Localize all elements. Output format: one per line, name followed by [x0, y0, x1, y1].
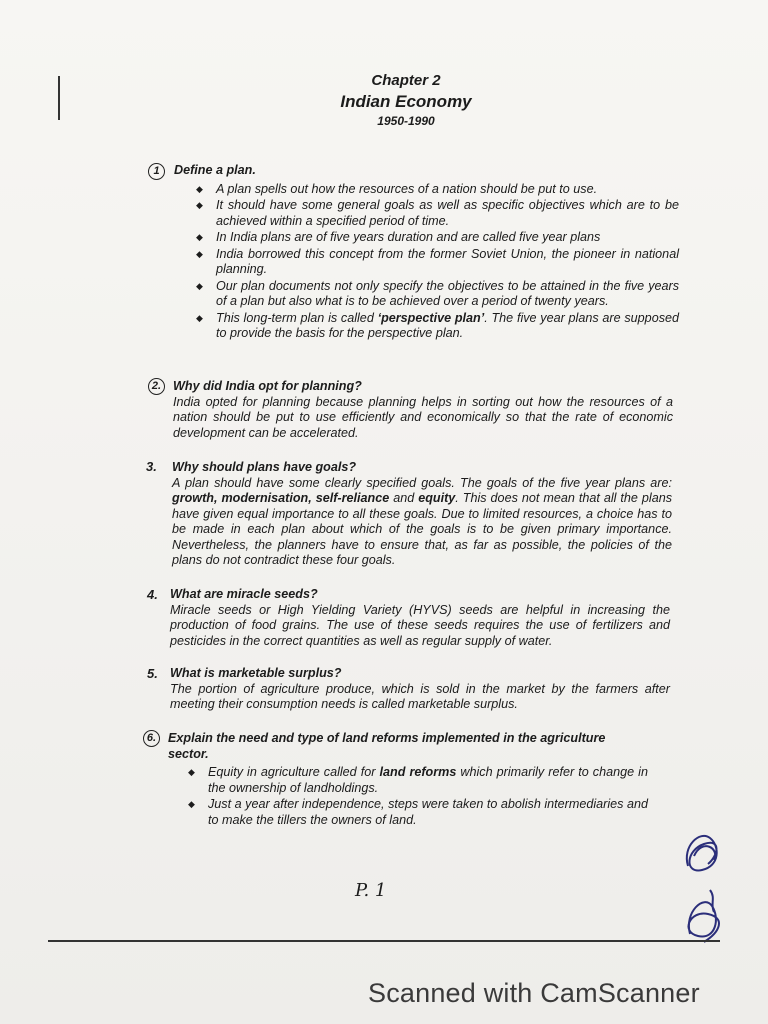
q3-text: A plan should have some clearly specified goals. The goals of the five year plans are:: [172, 475, 672, 490]
question-4: [170, 587, 670, 649]
question-5: [170, 666, 670, 713]
camscanner-watermark: Scanned with CamScanner: [368, 978, 700, 1008]
question-2-answer: India opted for planning because planning helps in sorting out how the resources of a nation should be put to use efficiently and economically so that the rate of economic development can be accelerated.: [173, 394, 673, 440]
question-4-title: What are miracle seeds?: [170, 587, 318, 601]
q6-bullet-2: ◆ Just a year after independence, steps were taken to abolish intermediaries and to make the tillers the owners of land.: [188, 797, 648, 828]
question-1: [174, 163, 679, 343]
q3-keyword-1: growth, modernisation, self-reliance: [172, 491, 390, 505]
chapter-title: Indian Economy: [340, 92, 472, 111]
circled-number: 2.: [148, 378, 165, 395]
q3-text-end: . This does not mean that all the plans have given equal importance to all these goals. Due to limited resources, a choice has to be made in each plan about which of the goals is to be given primary importance. Nevertheless, the planners have to ensure that, as far as possible, the policies of the plans do not contradict these four goals.: [172, 491, 673, 567]
question-2-number: [148, 377, 165, 395]
q3-keyword-2: equity: [418, 491, 456, 505]
q1-bullet-3: ◆ In India plans are of five years duration and are called five year plans: [196, 230, 679, 246]
q3-text-mid: and: [389, 491, 419, 505]
question-6: [168, 731, 648, 829]
question-6-number: [143, 729, 160, 747]
q1-bullet-5: ◆ Our plan documents not only specify the objectives to be attained in the five years of a plan but also what is to be achieved over a period of twenty years.: [196, 279, 679, 310]
handwritten-page-number: P. 1: [355, 880, 387, 901]
question-6-title: Explain the need and type of land reforms implemented in the agriculture sector.: [168, 731, 606, 761]
chapter-label: Chapter 2: [371, 72, 441, 89]
question-1-bullets: [196, 182, 679, 342]
question-3: [172, 460, 672, 569]
chapter-years: 1950-1990: [377, 114, 435, 128]
q1-bullet-1: ◆ A plan spells out how the resources of a nation should be put to use.: [196, 182, 679, 198]
bottom-rule: [48, 940, 720, 942]
question-2: [173, 379, 673, 441]
circled-number: 6.: [143, 730, 160, 747]
question-3-number: 3.: [146, 459, 157, 474]
q6-b1-text: Equity in agriculture called for: [208, 765, 380, 779]
q6-b1-text-end: which primarily refer to change in the ownership of landholdings.: [208, 765, 648, 795]
question-2-title: Why did India opt for planning?: [173, 379, 362, 393]
q1-bullet-4: ◆ India borrowed this concept from the former Soviet Union, the pioneer in national planning.: [196, 247, 679, 278]
q1-bullet-6: [196, 311, 679, 342]
q6-b1-keyword: land reforms: [379, 765, 457, 779]
question-1-title: Define a plan.: [174, 163, 256, 177]
question-4-answer: Miracle seeds or High Yielding Variety (HYVS) seeds are helpful in increasing the production of food grains. The use of these seeds requires the use of fertilizers and pesticides in the correct quantities as well as regular supply of water.: [170, 602, 670, 648]
question-5-title: What is marketable surplus?: [170, 666, 342, 680]
q6-bullet-1: [188, 765, 648, 796]
q1-b6-keyword: ‘perspective plan’: [377, 310, 485, 325]
question-3-title: Why should plans have goals?: [172, 460, 357, 474]
q1-b6-text: This long-term plan is called: [216, 310, 378, 325]
ink-scribble-icon: [680, 826, 726, 878]
question-3-answer: [172, 476, 672, 569]
question-5-number: 5.: [147, 666, 158, 681]
q1-bullet-2: ◆ It should have some general goals as well as specific objectives which are to be achieved within a specified period of time.: [196, 198, 679, 229]
question-4-number: 4.: [147, 587, 158, 602]
question-1-number: [148, 162, 165, 180]
question-6-bullets: [188, 765, 648, 828]
circled-number: 1: [148, 163, 165, 180]
question-5-answer: The portion of agriculture produce, which is sold in the market by the farmers after meeting their consumption needs is called marketable surplus.: [170, 681, 670, 711]
ink-scribble-icon: [680, 884, 726, 948]
q1-b6-text-end: . The five year plans are supposed to provide the basis for the perspective plan.: [216, 310, 679, 340]
